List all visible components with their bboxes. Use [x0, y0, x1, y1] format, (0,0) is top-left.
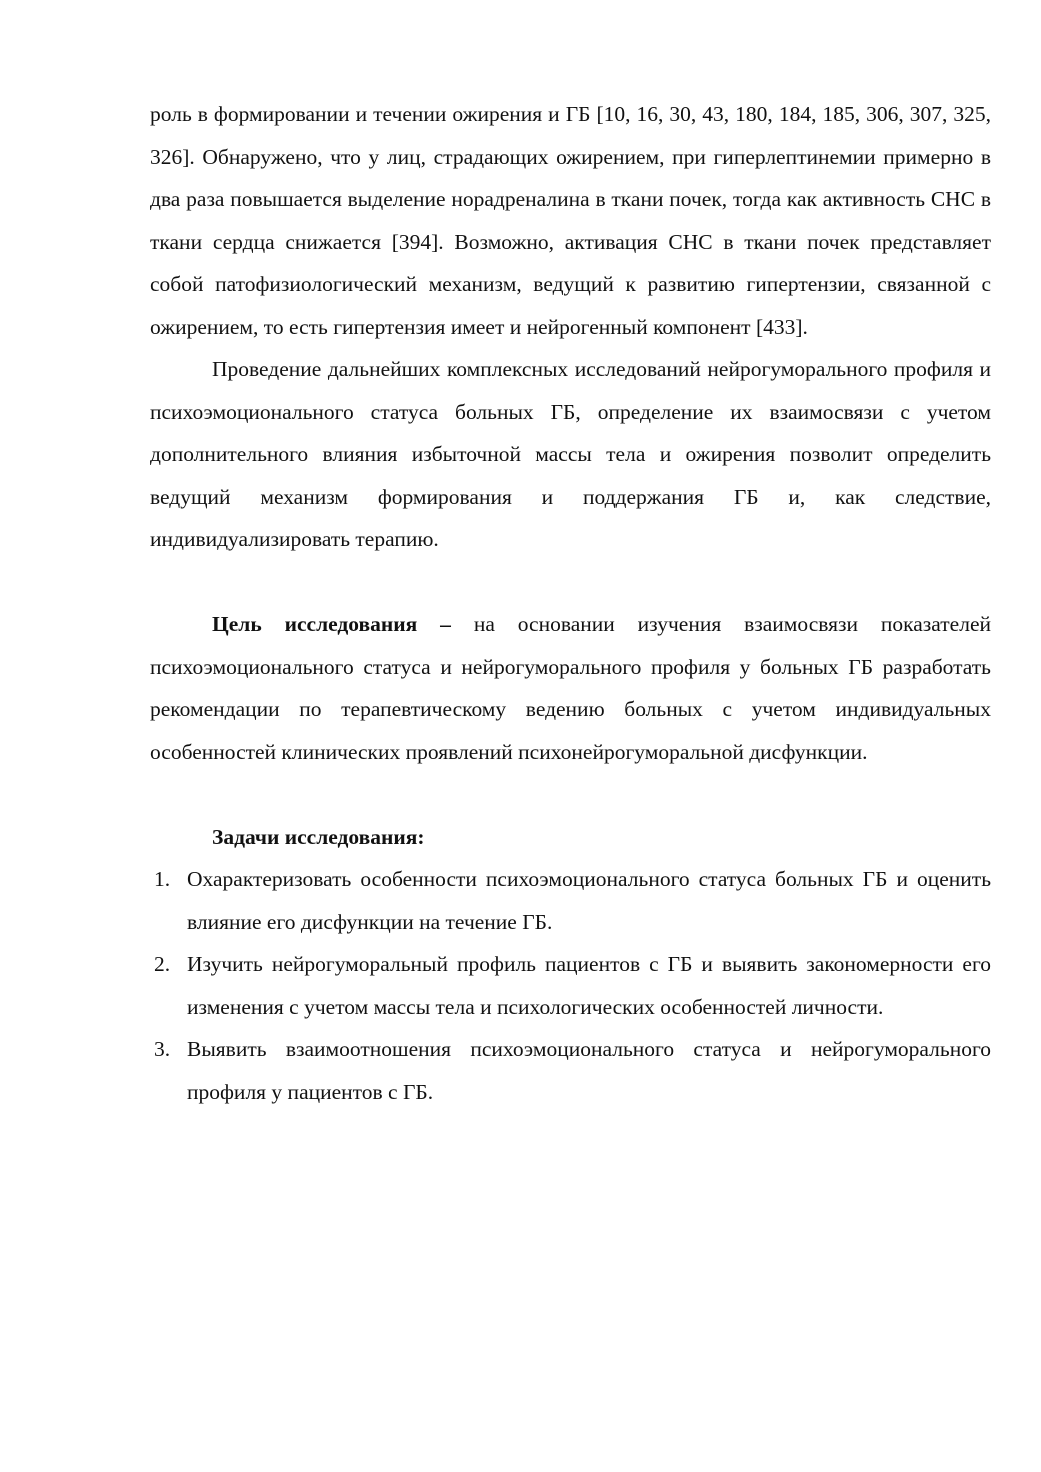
paragraph-obesity-sns: роль в формировании и течении ожирения и ГБ [10, 16, 30, 43, 180, 184, 185, 306, 307, 325, 326]. Обнаружено, что у лиц, страдающих ожирением, при гиперлептинемии примерно в два раза повышается выделение норадреналина в ткани почек, тогда как активность СНС в ткани сердца снижается [394]. Возможно, активация СНС в ткани почек представляет собой патофизиологический механизм, ведущий к развитию гипертензии, связанной с ожирением, то есть гипертензия имеет и нейрогенный компонент [433].: [150, 102, 991, 339]
goal-label: Цель исследования –: [212, 612, 451, 636]
task-text: Выявить взаимоотношения психоэмоционального статуса и нейрогуморального профиля у пациентов с ГБ.: [187, 1037, 991, 1104]
tasks-heading: Задачи исследования:: [212, 824, 425, 849]
task-text: Изучить нейрогуморальный профиль пациентов с ГБ и выявить закономерности его изменения с учетом массы тела и психологических особенностей личности.: [187, 952, 991, 1019]
task-item: [150, 1028, 991, 1113]
task-item: [150, 858, 991, 943]
task-number: 3.: [154, 1037, 171, 1061]
page-content: [150, 93, 991, 1113]
task-number: 2.: [154, 952, 171, 976]
task-item: [150, 943, 991, 1028]
goal-text: на основании изучения взаимосвязи показателей психоэмоционального статуса и нейрогуморального профиля у больных ГБ разработать рекомендации по терапевтическому ведению больных с учетом индивидуальных особенностей клинических проявлений психонейрогуморальной дисфункции.: [150, 612, 992, 764]
spacer: [150, 561, 991, 604]
paragraph-research-goal: [150, 603, 991, 773]
tasks-list: [150, 858, 991, 1113]
spacer: [150, 773, 991, 816]
paragraph-further-research: Проведение дальнейших комплексных исследований нейрогуморального профиля и психоэмоционального статуса больных ГБ, определение их взаимосвязи с учетом дополнительного влияния избыточной массы тела и ожирения позволит определить ведущий механизм формирования и поддержания ГБ и, как следствие, индивидуализировать терапию.: [150, 357, 991, 551]
task-number: 1.: [154, 867, 171, 891]
task-text: Охарактеризовать особенности психоэмоционального статуса больных ГБ и оценить влияние его дисфункции на течение ГБ.: [187, 867, 991, 934]
